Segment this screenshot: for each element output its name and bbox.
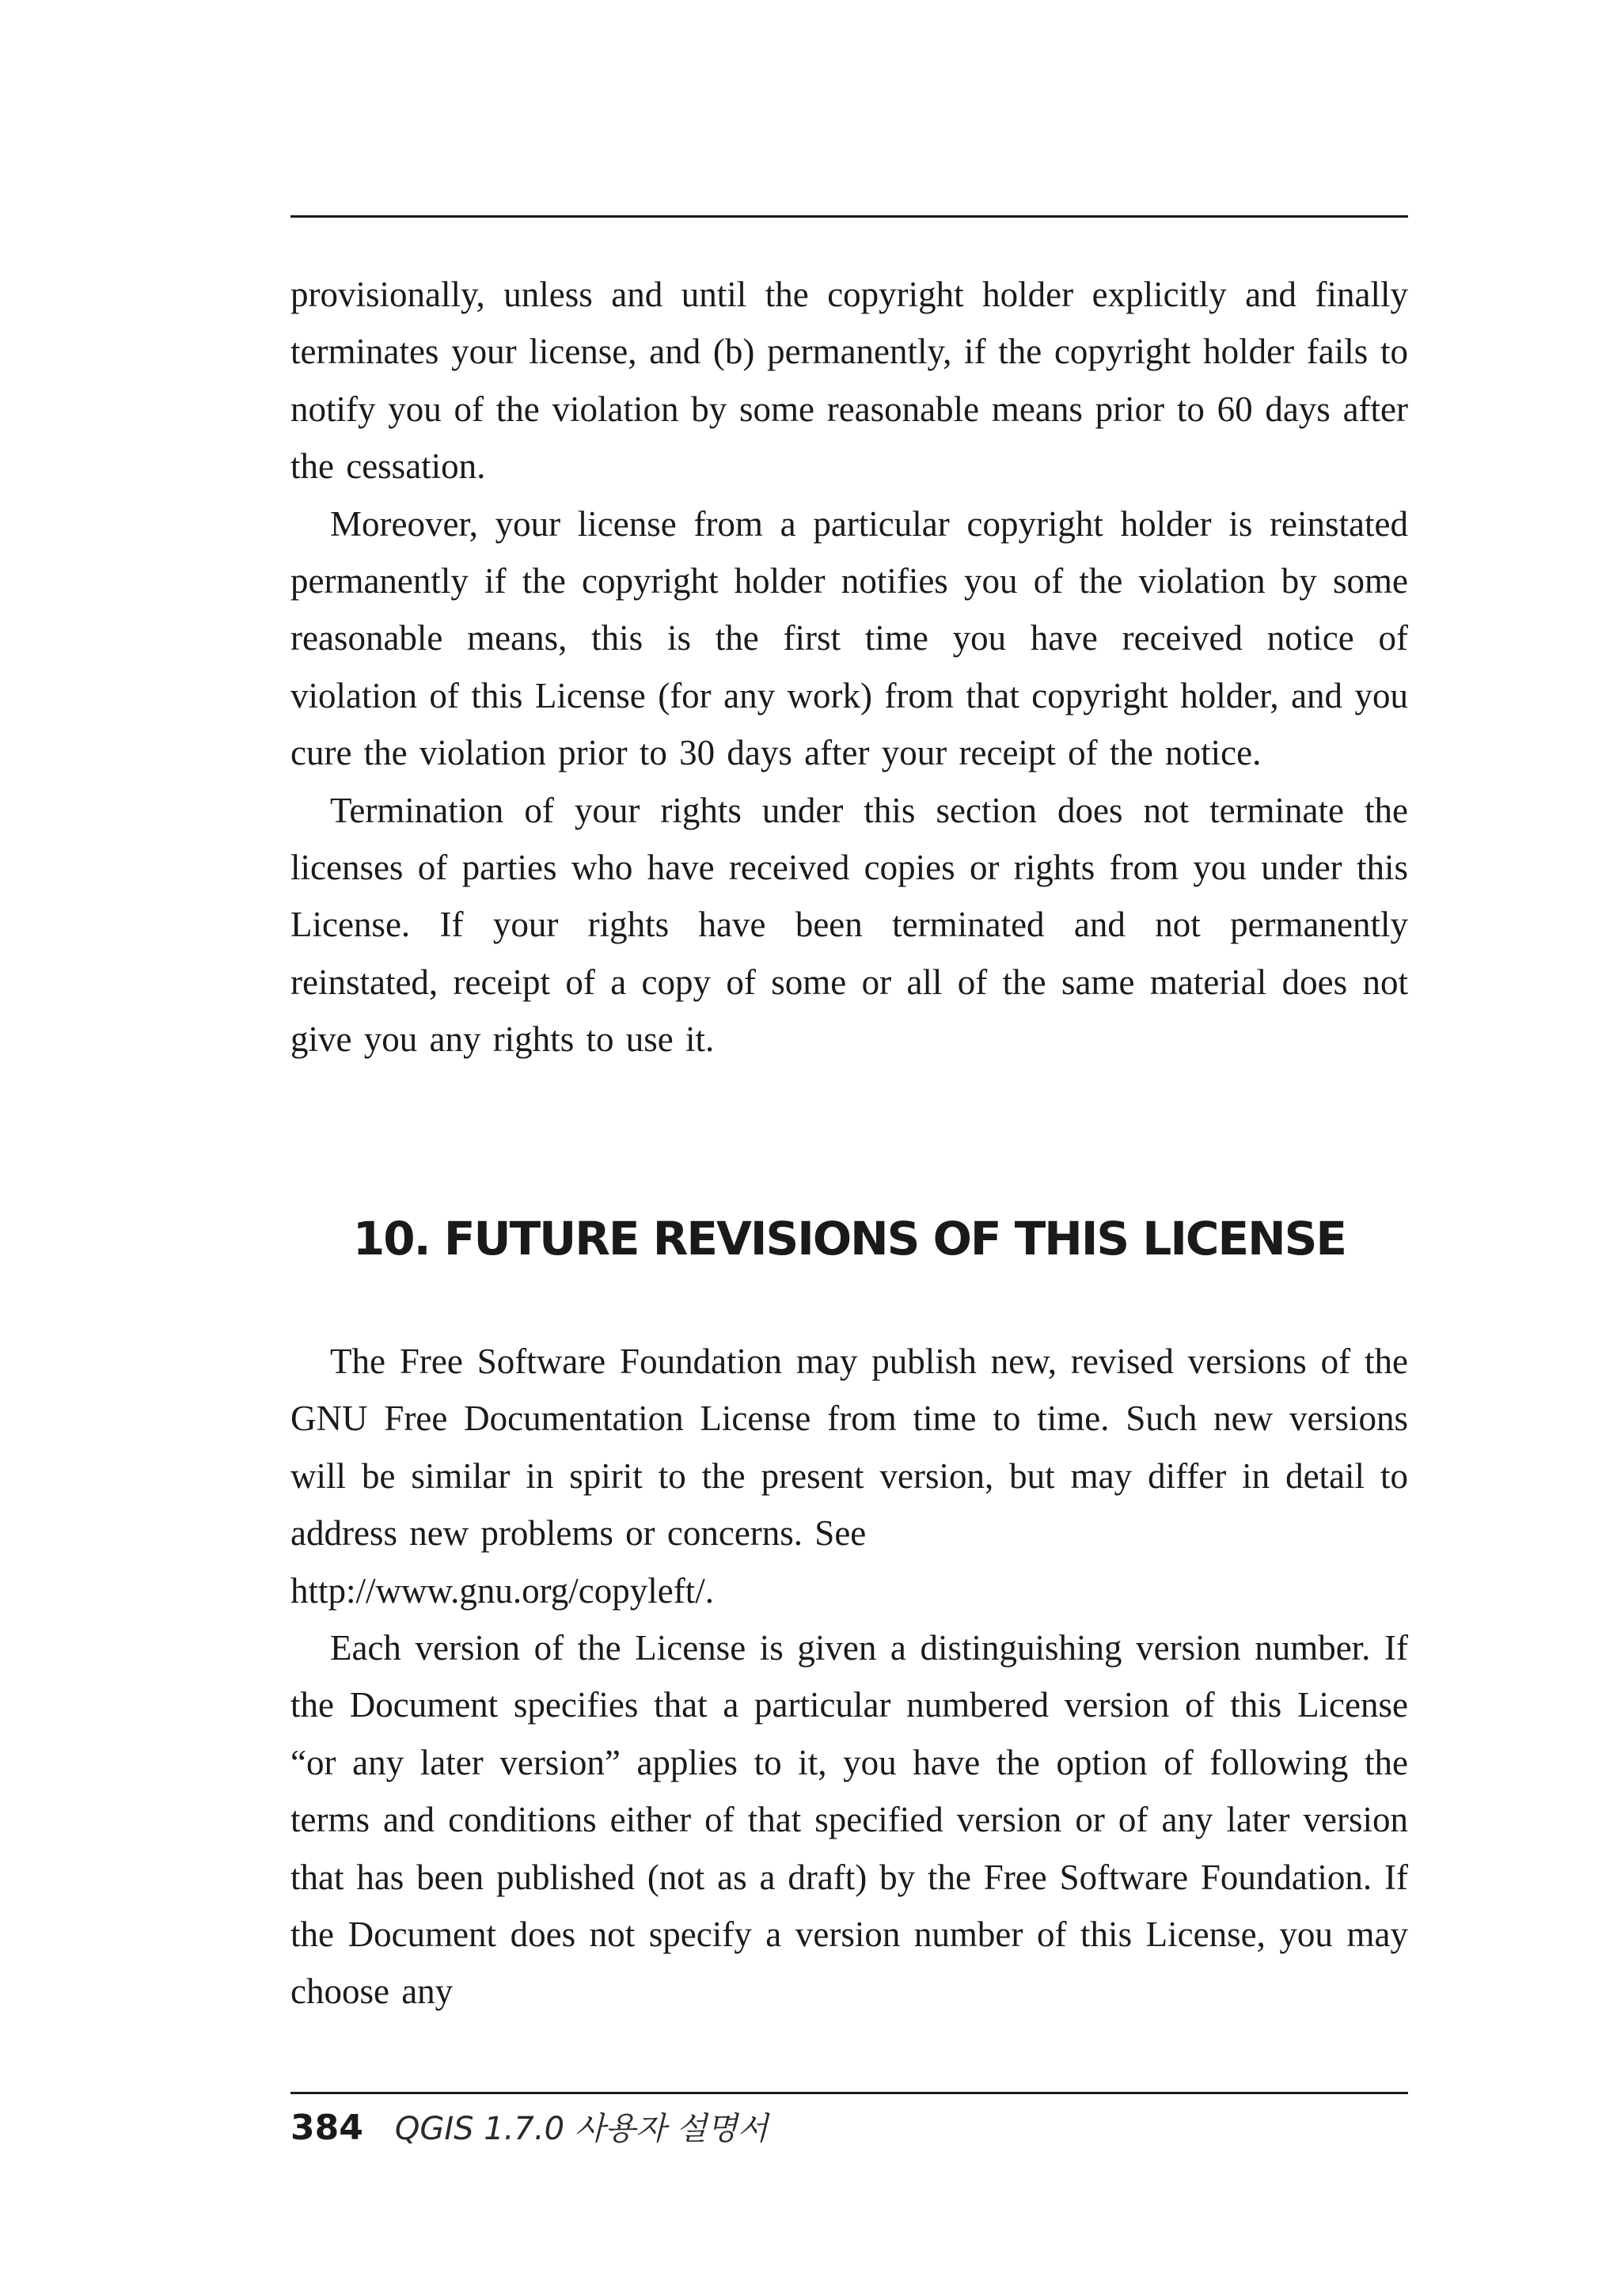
page-footer [290, 2104, 768, 2159]
paragraph-termination-effect: Termination of your rights under this section does not terminate the licenses of parties who have received copies or rights from you under this License. If your rights have been terminated and not permanently reinstated, receipt of a copy of some or all of the same material does not give you any rights to use it. [290, 790, 1408, 1060]
paragraph-reinstatement: Moreover, your license from a particular copyright holder is reinstated permanently if the copyright holder notifies you of the violation by some reasonable means, this is the first time you have received notice of violation of this License (for any work) from that copyright holder, and you cure the violation prior to 30 days after your receipt of the notice. [290, 503, 1408, 773]
section-title: 10. FUTURE REVISIONS OF THIS LICENSE [352, 1212, 1346, 1266]
paragraph-new-versions: The Free Software Foundation may publish new, revised versions of the GNU Free Documentation License from time to time. Such new versions will be similar in spirit to the present version, but may differ in detail to address new problems or concerns. See [290, 1342, 1408, 1554]
body-text-top [290, 266, 1408, 1068]
copyleft-link[interactable]: http://www.gnu.org/copyleft/. [290, 1570, 714, 1611]
paragraph-termination-continued: provisionally, unless and until the copyright holder explicitly and finally terminates your license, and (b) permanently, if the copyright holder fails to notify you of the violation by some reasonable means prior to 60 days after the cessation. [290, 275, 1408, 487]
paragraph-version-number: Each version of the License is given a distinguishing version number. If the Document specifies that a particular numbered version of this License “or any later version” applies to it, you have the option of following the terms and conditions either of that specified version or of any later version that has been published (not as a draft) by the Free Software Foundation. If the Document does not specify a version number of this License, you may choose any [290, 1628, 1408, 2012]
book-title: QGIS 1.7.0 사용자 설명서 [394, 2111, 769, 2147]
page-number: 384 [290, 2108, 363, 2148]
header-rule [290, 215, 1408, 218]
body-text-bottom [290, 1333, 1408, 2021]
footer-rule [290, 2092, 1408, 2094]
